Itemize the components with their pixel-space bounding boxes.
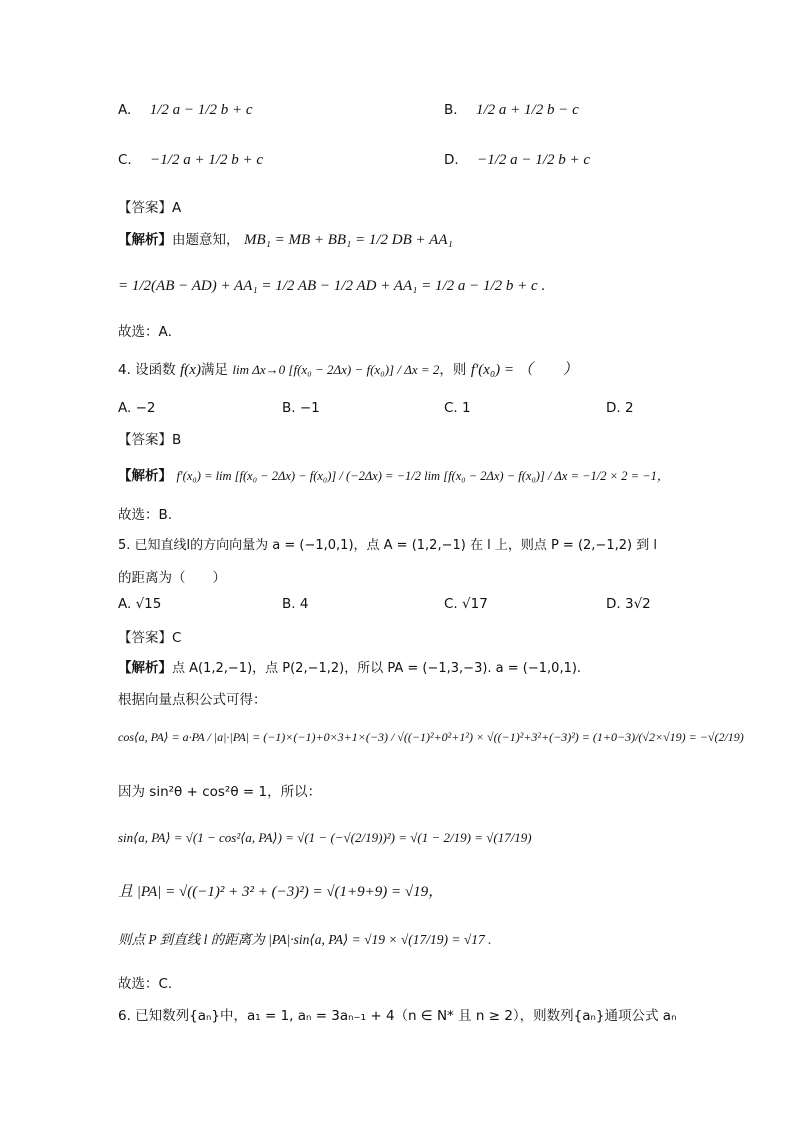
q3-option-c xyxy=(118,152,263,169)
q4-option-c: C. 1 xyxy=(444,400,471,416)
q3-option-b-label: B. xyxy=(444,102,458,118)
q5-sin-eq: sin⟨a, PA⟩ = √(1 − cos²⟨a, PA⟩) = √(1 − (−√(2/19))²) = √(1 − 2/19) = √(17/19) xyxy=(118,830,532,845)
q4-choice: 故选：B. xyxy=(118,507,173,523)
q5-mod-eq: 且 |PA| = √((−1)² + 3² + (−3)²) = √(1+9+9) = √19， xyxy=(118,884,444,900)
q6-stem: 6. 已知数列{aₙ}中，a₁ = 1, aₙ = 3aₙ₋₁ + 4（n ∈ N* 且 n ≥ 2），则数列{aₙ}通项公式 aₙ xyxy=(118,1008,677,1024)
q5-answer: 【答案】C xyxy=(118,630,182,646)
q3-analysis-eq2: = 1/2(AB − AD) + AA₁ = 1/2 AB − 1/2 AD + AA₁ = 1/2 a − 1/2 b + c . xyxy=(118,278,546,294)
q4-analysis xyxy=(118,464,669,484)
q3-analysis-eq1: MB₁ = MB + BB₁ = 1/2 DB + AA₁ xyxy=(243,232,453,248)
q5-formula-intro: 根据向量点积公式可得： xyxy=(118,692,267,708)
q5-dist-eq: 则点 P 到直线 l 的距离为 |PA|·sin⟨a, PA⟩ = √19 × √(17/19) = √17 . xyxy=(118,932,492,947)
q5-stem-line2: 的距离为（ ） xyxy=(118,570,226,586)
q4-stem-mid: 满足 xyxy=(200,362,228,378)
q3-analysis-label: 【解析】 xyxy=(118,232,172,248)
q3-choice: 故选：A． xyxy=(118,324,182,340)
q3-analysis-text: 由题意知， xyxy=(172,232,240,248)
q5-option-b: B. 4 xyxy=(282,596,309,612)
q4-stem-fx: f(x) xyxy=(180,362,201,378)
q4-answer: 【答案】B xyxy=(118,432,182,448)
q3-option-a xyxy=(118,102,253,119)
q4-stem-limit: lim Δx→0 [f(x₀ − 2Δx) − f(x₀)] / Δx = 2 xyxy=(232,362,440,377)
q4-option-a: A. −2 xyxy=(118,400,156,416)
q5-analysis-text: 点 A(1,2,−1)，点 P(2,−1,2)，所以 PA = (−1,3,−3). a = (−1,0,1). xyxy=(172,661,582,676)
q4-stem-suffix: ，则 xyxy=(439,362,467,378)
q3-option-d-expr: −1/2 a − 1/2 b + c xyxy=(477,152,590,168)
q5-analysis xyxy=(118,656,581,676)
q3-option-c-expr: −1/2 a + 1/2 b + c xyxy=(150,152,264,168)
q3-analysis xyxy=(118,228,453,249)
q3-answer: 【答案】A xyxy=(118,200,182,216)
q5-option-a: A. √15 xyxy=(118,596,162,612)
q5-cos-eq: cos⟨a, PA⟩ = a·PA / |a|·|PA| = (−1)×(−1)+0×3+1×(−3) / √((−1)²+0²+1²) × √((−1)²+3²+(−3)²) = (1+0−3)/(√2×√19) = −√(2/19) xyxy=(118,730,744,744)
q4-option-d: D. 2 xyxy=(606,400,634,416)
q5-choice: 故选：C. xyxy=(118,976,173,992)
q3-option-b-expr: 1/2 a + 1/2 b − c xyxy=(476,102,579,118)
q5-analysis-label: 【解析】 xyxy=(118,660,172,676)
q3-option-c-label: C. xyxy=(118,152,132,168)
q4-stem-prefix: 4. 设函数 xyxy=(118,362,176,378)
q3-option-a-expr: 1/2 a − 1/2 b + c xyxy=(149,102,253,118)
q5-stem-line1: 5. 已知直线l的方向向量为 a = (−1,0,1)，点 A = (1,2,−1) 在 l 上，则点 P = (2,−1,2) 到 l xyxy=(118,538,657,553)
q4-analysis-eq: f′(x₀) = lim [f(x₀ − 2Δx) − f(x₀)] / (−2Δx) = −1/2 lim [f(x₀ − 2Δx) − f(x₀)] / Δx = −1/2 × 2 = −1， xyxy=(176,469,670,483)
q3-option-d-label: D. xyxy=(444,152,459,168)
q5-option-c: C. √17 xyxy=(444,596,488,612)
q5-identity-text: 因为 sin²θ + cos²θ = 1，所以： xyxy=(118,784,322,800)
q5-option-d: D. 3√2 xyxy=(606,596,651,612)
q4-stem xyxy=(118,358,578,379)
q3-option-b xyxy=(444,102,579,119)
q3-option-d xyxy=(444,152,590,169)
q3-option-a-label: A. xyxy=(118,102,132,118)
q4-stem-ask: f′(x₀) = （ ） xyxy=(470,362,578,378)
q4-option-b: B. −1 xyxy=(282,400,320,416)
q4-analysis-label: 【解析】 xyxy=(118,468,172,484)
